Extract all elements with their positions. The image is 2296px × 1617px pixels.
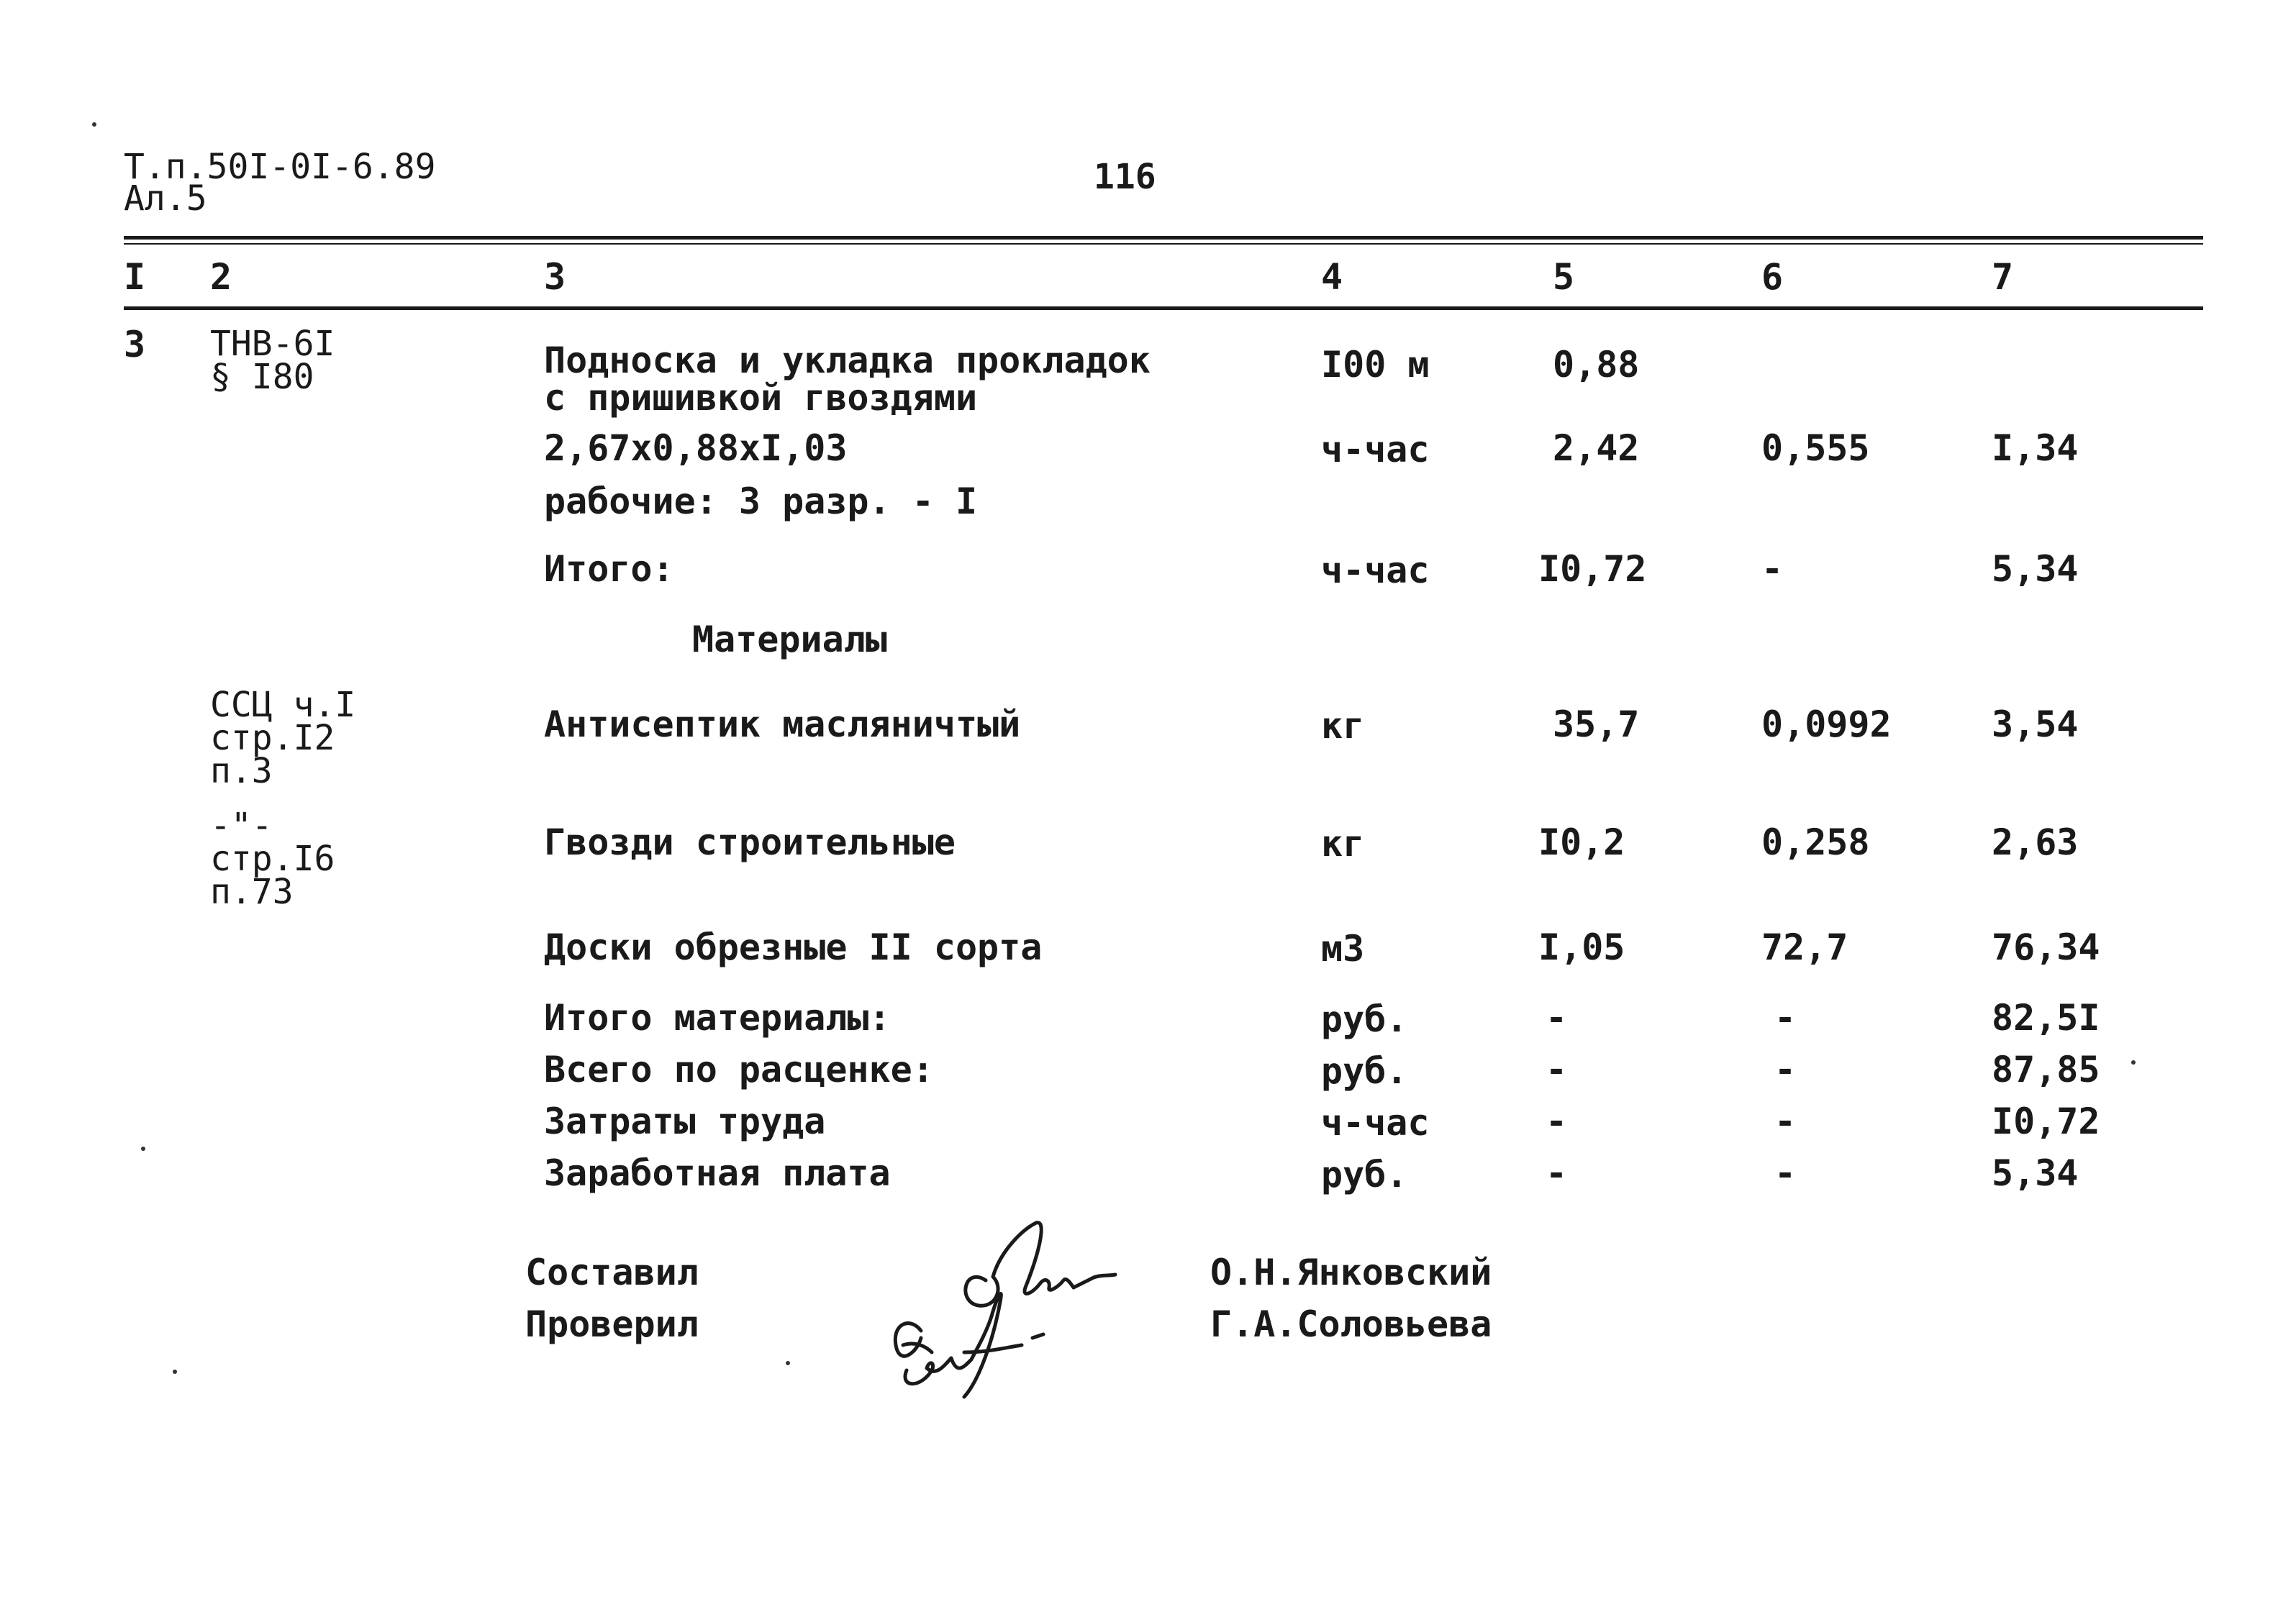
checked-by-label: Проверил [525, 1303, 699, 1345]
summary-total: 5,34 [1992, 1152, 2079, 1194]
summary-price: - [1774, 1049, 1797, 1090]
column-header-6: 6 [1761, 256, 1784, 298]
norm-paragraph: § I80 [210, 357, 314, 397]
labor-formula: 2,67х0,88хI,03 [544, 427, 848, 469]
summary-unit: руб. [1321, 998, 1408, 1040]
work-unit: I00 м [1321, 344, 1430, 386]
scan-speck [2131, 1060, 2136, 1065]
column-header-2: 2 [210, 256, 232, 298]
album-number: Ал.5 [124, 178, 207, 219]
handwritten-signatures [878, 1208, 1166, 1403]
material-reference: -"- [210, 806, 273, 846]
table-top-rule-thin [124, 243, 2203, 245]
column-header-4: 4 [1321, 256, 1343, 298]
labor-unit: ч-час [1321, 429, 1430, 470]
material-quantity: I,05 [1538, 926, 1625, 968]
material-name: Гвозди строительные [544, 821, 956, 863]
summary-quantity: - [1546, 997, 1568, 1039]
labor-rate: 0,555 [1761, 427, 1870, 469]
work-quantity: 0,88 [1553, 344, 1640, 386]
scan-speck [173, 1370, 177, 1374]
summary-quantity: - [1546, 1049, 1568, 1090]
material-reference: стр.I2 [210, 718, 335, 758]
material-cost: 3,54 [1992, 703, 2079, 745]
material-price: 72,7 [1761, 926, 1848, 968]
summary-unit: руб. [1321, 1050, 1408, 1092]
norm-reference: ТНВ-6I [210, 324, 335, 364]
material-cost: 76,34 [1992, 926, 2100, 968]
table-header-rule [124, 306, 2203, 310]
summary-price: - [1774, 997, 1797, 1039]
material-reference: ССЦ ч.I [210, 685, 356, 725]
summary-total: 87,85 [1992, 1049, 2100, 1090]
workers-grade: рабочие: 3 разр. - I [544, 480, 978, 522]
subtotal-cost: 5,34 [1992, 548, 2079, 590]
material-quantity: I0,2 [1538, 821, 1625, 863]
column-header-5: 5 [1553, 256, 1575, 298]
material-price: 0,258 [1761, 821, 1870, 863]
material-quantity: 35,7 [1553, 703, 1640, 745]
row-number: 3 [124, 324, 146, 365]
page-number: 116 [1094, 157, 1156, 197]
scan-speck [92, 122, 96, 127]
table-top-rule [124, 236, 2203, 240]
document-code: Т.п.50I-0I-6.89 [124, 147, 436, 187]
material-cost: 2,63 [1992, 821, 2079, 863]
subtotal-quantity: I0,72 [1538, 548, 1647, 590]
summary-quantity: - [1546, 1101, 1568, 1142]
summary-price: - [1774, 1101, 1797, 1142]
material-unit: кг [1321, 705, 1365, 747]
column-header-7: 7 [1992, 256, 2014, 298]
summary-unit: ч-час [1321, 1102, 1430, 1144]
column-header-3: 3 [544, 256, 566, 298]
summary-total: 82,5I [1992, 997, 2100, 1039]
compiler-name: О.Н.Янковский [1210, 1252, 1492, 1293]
summary-label: Итого материалы: [544, 997, 891, 1039]
column-header-1: I [124, 256, 146, 298]
material-reference: п.73 [210, 872, 294, 912]
labor-quantity: 2,42 [1553, 427, 1640, 469]
summary-price: - [1774, 1152, 1797, 1194]
material-reference: п.3 [210, 751, 273, 791]
summary-label: Всего по расценке: [544, 1049, 934, 1090]
summary-label: Затраты труда [544, 1101, 826, 1142]
summary-quantity: - [1546, 1152, 1568, 1194]
material-name: Антисептик масляничтый [544, 703, 1021, 745]
scan-speck [786, 1361, 790, 1365]
labor-cost: I,34 [1992, 427, 2079, 469]
material-price: 0,0992 [1761, 703, 1892, 745]
subtotal-unit: ч-час [1321, 550, 1430, 591]
work-description-line1: Подноска и укладка прокладок [544, 340, 1151, 381]
checker-name: Г.А.Соловьева [1210, 1303, 1492, 1345]
summary-label: Заработная плата [544, 1152, 891, 1194]
materials-heading: Материалы [692, 619, 887, 660]
material-unit: кг [1321, 823, 1365, 865]
subtotal-rate: - [1761, 548, 1784, 590]
material-unit: м3 [1321, 928, 1365, 970]
material-name: Доски обрезные II сорта [544, 926, 1043, 968]
scan-speck [141, 1147, 145, 1151]
summary-unit: руб. [1321, 1154, 1408, 1195]
work-description-line2: с пришивкой гвоздями [544, 377, 978, 419]
compiled-by-label: Составил [525, 1252, 699, 1293]
subtotal-label: Итого: [544, 548, 674, 590]
material-reference: стр.I6 [210, 839, 335, 879]
summary-total: I0,72 [1992, 1101, 2100, 1142]
